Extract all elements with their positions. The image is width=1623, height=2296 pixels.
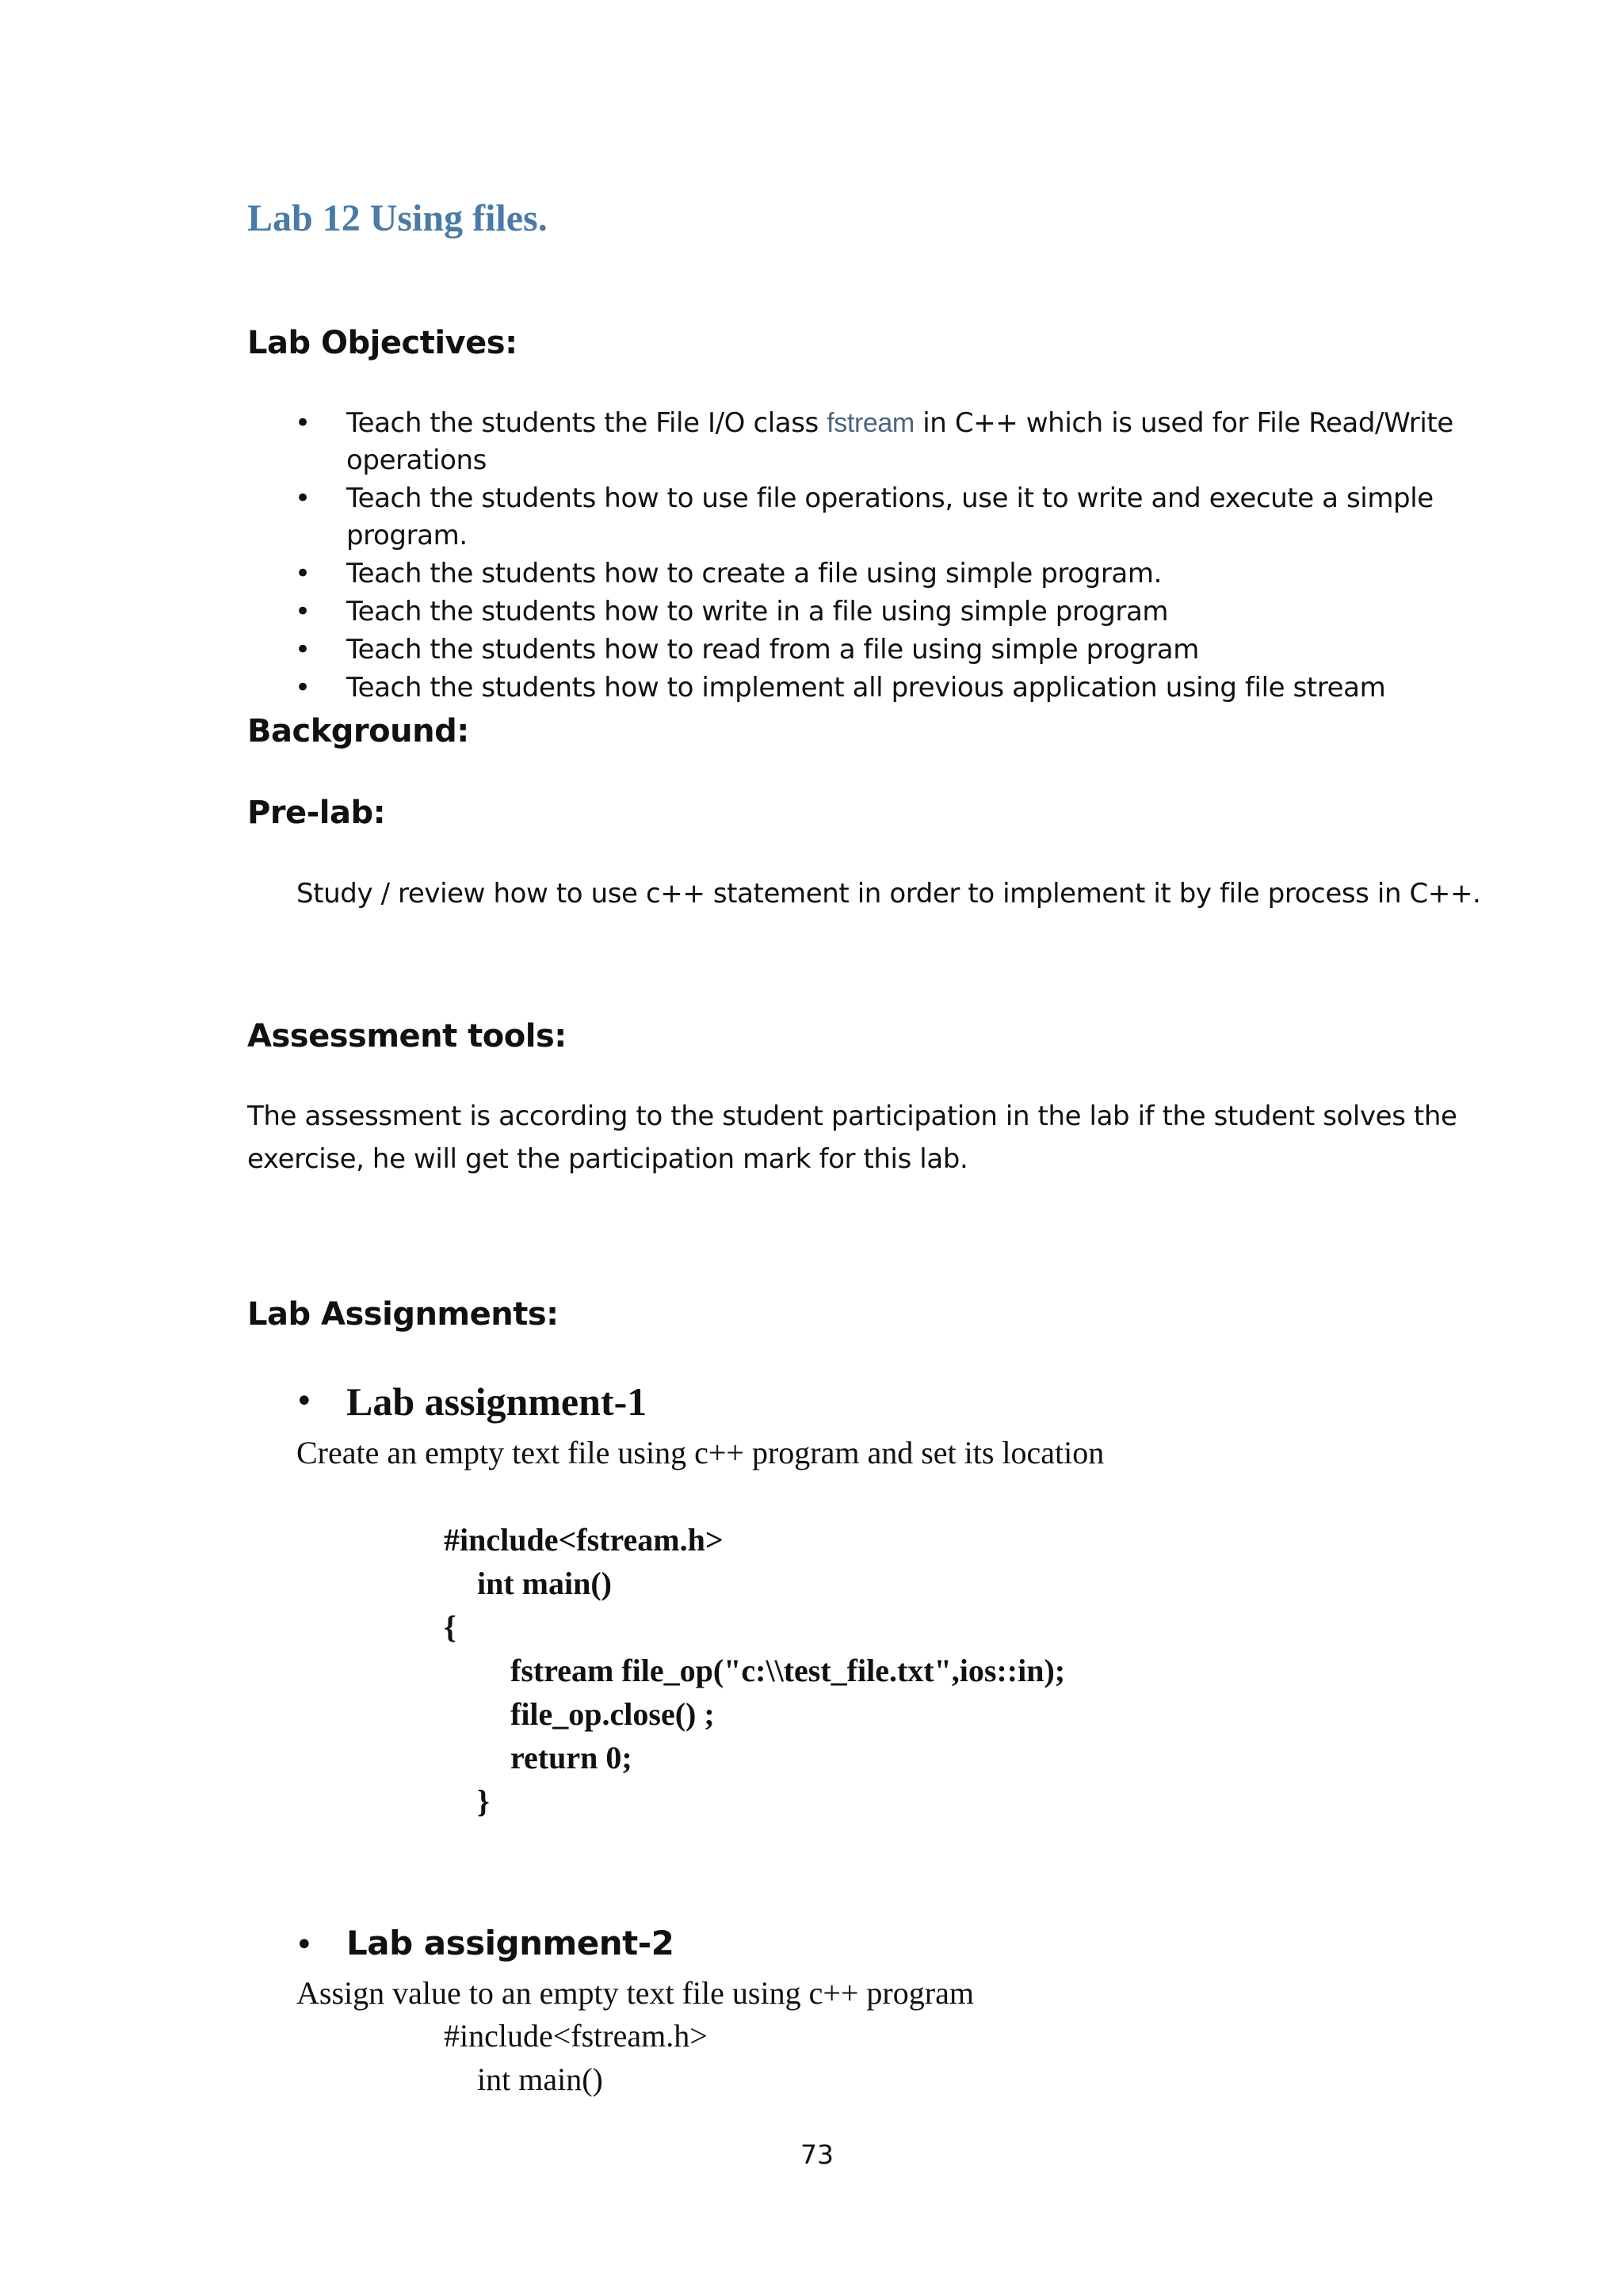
code-line: int main()	[477, 1566, 612, 1601]
assignment-1-description: Create an empty text file using c++ program and set its location	[296, 1435, 1105, 1470]
fstream-keyword: fstream	[827, 408, 915, 438]
code-line: int main()	[477, 2061, 603, 2097]
objective-item: Teach the students how to read from a file using simple program	[346, 634, 1199, 666]
code-line: #include<fstream.h>	[444, 2018, 708, 2054]
objective-item: Teach the students how to write in a file using simple program	[346, 596, 1169, 627]
code-line: #include<fstream.h>	[444, 1522, 724, 1558]
objective-item	[346, 407, 1453, 439]
assessment-heading: Assessment tools:	[247, 1018, 567, 1055]
objective-item: Teach the students how to implement all previous application using file stream	[346, 672, 1386, 704]
objective-text-cont: in C++ which is used for File Read/Write	[914, 407, 1453, 439]
objectives-heading: Lab Objectives:	[247, 325, 517, 361]
bullet-glyph: •	[295, 1383, 314, 1420]
bullet-glyph: •	[295, 482, 311, 514]
prelab-heading: Pre-lab:	[247, 795, 386, 831]
bullet-glyph: •	[295, 1927, 314, 1963]
assignment-1-heading: Lab assignment-1	[346, 1379, 647, 1424]
objective-item: Teach the students how to create a file using simple program.	[346, 558, 1162, 589]
code-line: return 0;	[510, 1740, 632, 1775]
assignment-2-heading: Lab assignment-2	[346, 1924, 674, 1962]
objective-text: Teach the students the File I/O class	[346, 407, 827, 439]
prelab-text: Study / review how to use c++ statement in order to implement it by file process in C++.	[296, 878, 1481, 910]
assessment-text-line1: The assessment is according to the student participation in the lab if the student solves the	[247, 1100, 1457, 1132]
code-line: file_op.close() ;	[510, 1696, 715, 1732]
bullet-glyph: •	[295, 407, 311, 439]
assessment-text-line2: exercise, he will get the participation mark for this lab.	[247, 1143, 968, 1175]
bullet-glyph: •	[295, 558, 311, 589]
bullet-glyph: •	[295, 596, 311, 627]
assignments-heading: Lab Assignments:	[247, 1296, 559, 1333]
code-line: fstream file_op("c:\\test_file.txt",ios::in);	[510, 1653, 1066, 1688]
objective-item-wrap: program.	[346, 520, 468, 551]
objective-item: Teach the students how to use file operations, use it to write and execute a simple	[346, 482, 1434, 514]
objective-item-wrap: operations	[346, 444, 487, 476]
code-line: {	[444, 1609, 456, 1645]
assignment-2-description: Assign value to an empty text file using c++ program	[296, 1975, 974, 2011]
page-title: Lab 12 Using files.	[247, 197, 548, 239]
code-line: }	[477, 1783, 490, 1819]
page-number: 73	[800, 2139, 834, 2170]
bullet-glyph: •	[295, 634, 311, 666]
background-heading: Background:	[247, 713, 469, 749]
bullet-glyph: •	[295, 672, 311, 704]
